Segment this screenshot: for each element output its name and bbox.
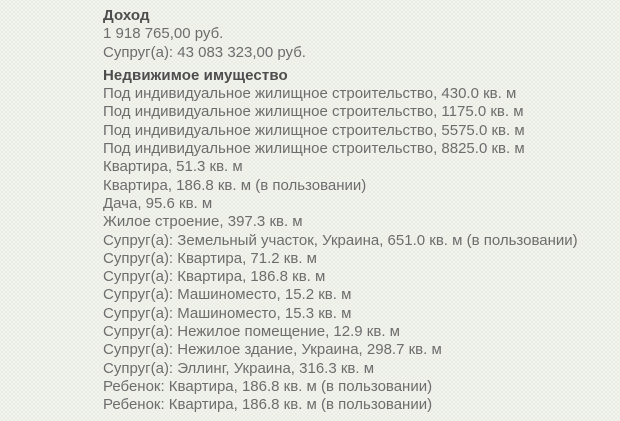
real-estate-section [103,67,603,415]
income-item: Супруг(а): 43 083 323,00 руб. [103,43,306,61]
real-estate-item: Супруг(а): Квартира, 71.2 кв. м [103,249,317,267]
real-estate-heading: Недвижимое имущество [103,66,288,84]
declaration-content [103,0,603,415]
real-estate-item: Ребенок: Квартира, 186.8 кв. м (в пользовании) [103,396,433,414]
real-estate-item: Супруг(а): Нежилое помещение, 12.9 кв. м [103,323,400,341]
real-estate-item: Супруг(а): Эллинг, Украина, 316.3 кв. м [103,359,375,377]
real-estate-item: Под индивидуальное жилищное строительство, 430.0 кв. м [103,85,517,103]
income-heading: Доход [103,7,150,24]
real-estate-item: Квартира, 51.3 кв. м [103,158,243,176]
real-estate-item: Супруг(а): Нежилое здание, Украина, 298.7 кв. м [103,341,442,359]
income-section [103,7,603,62]
real-estate-item: Жилое строение, 397.3 кв. м [103,213,303,231]
real-estate-item: Под индивидуальное жилищное строительство, 8825.0 кв. м [103,140,525,158]
income-list [103,25,603,62]
real-estate-item: Супруг(а): Машиноместо, 15.3 кв. м [103,304,352,322]
real-estate-item: Супруг(а): Квартира, 186.8 кв. м [103,268,326,286]
real-estate-item: Под индивидуальное жилищное строительство, 5575.0 кв. м [103,121,525,139]
real-estate-list [103,85,603,414]
real-estate-item: Квартира, 186.8 кв. м (в пользовании) [103,176,367,194]
income-item: 1 918 765,00 руб. [103,25,224,43]
real-estate-item: Под индивидуальное жилищное строительство, 1175.0 кв. м [103,103,524,121]
real-estate-item: Супруг(а): Земельный участок, Украина, 651.0 кв. м (в пользовании) [103,231,578,249]
real-estate-item: Супруг(а): Машиноместо, 15.2 кв. м [103,286,352,304]
real-estate-item: Дача, 95.6 кв. м [103,194,213,212]
real-estate-item: Ребенок: Квартира, 186.8 кв. м (в пользовании) [103,377,433,395]
